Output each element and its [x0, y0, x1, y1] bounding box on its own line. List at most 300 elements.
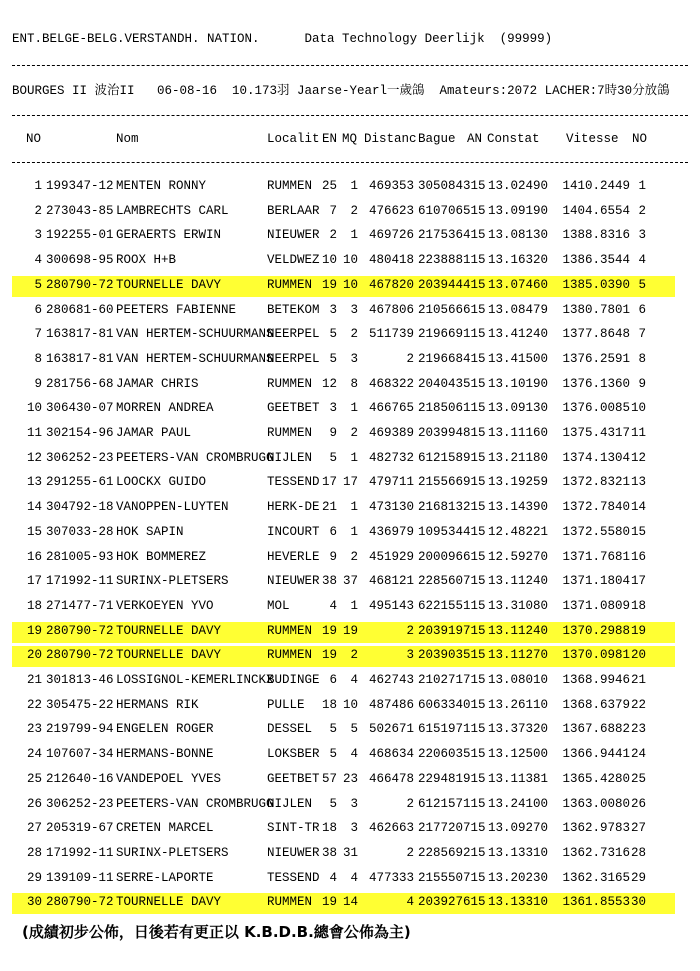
cell-id: 304792-18 [46, 500, 114, 515]
cell-bague: 203927615 [418, 895, 486, 910]
cell-mq: 1 [350, 179, 358, 193]
table-row [0, 350, 700, 372]
cell-id: 301813-46 [46, 673, 114, 687]
cell-no-right: 17 [630, 574, 646, 589]
cell-distance: 480418 [368, 253, 414, 268]
cell-vitesse: 1371.1804 [562, 574, 630, 589]
cell-distance: 477333 [368, 870, 414, 885]
cell-vitesse: 1404.6554 [562, 203, 630, 218]
cell-bague: 204043515 [418, 376, 486, 391]
table-row [0, 498, 700, 520]
table-row-highlighted [0, 276, 700, 298]
cell-id: 306252-23 [46, 450, 114, 465]
cell-no: 13 [26, 475, 42, 490]
cell-en: 6 [329, 673, 337, 687]
cell-mq: 8 [350, 376, 358, 391]
cell-en: 19 [321, 623, 337, 638]
cell-vitesse: 1362.7316 [562, 845, 630, 860]
col-nom: Nom [116, 132, 139, 146]
cell-mq: 2 [350, 327, 358, 342]
cell-en: 38 [321, 845, 337, 860]
cell-no-right: 10 [630, 401, 646, 416]
cell-locality: RUMMEN [267, 623, 313, 638]
cell-mq: 17 [342, 475, 358, 490]
cell-constat: 13.08130 [488, 228, 549, 243]
cell-no-right: 16 [630, 549, 646, 564]
cell-no-right: 6 [638, 302, 646, 317]
cell-mq: 5 [350, 722, 358, 737]
cell-mq: 3 [350, 796, 358, 811]
cell-name: ROOX H+B [116, 253, 177, 268]
col-no-right: NO [632, 132, 648, 146]
cell-name: TOURNELLE DAVY [116, 895, 222, 910]
cell-bague: 200096615 [418, 549, 486, 564]
cell-distance: 466765 [368, 401, 414, 416]
cell-vitesse: 1372.5580 [562, 524, 630, 539]
cell-locality: RUMMEN [267, 179, 313, 193]
cell-no: 12 [26, 450, 42, 465]
race-info-line: BOURGES II 波治II 06-08-16 10.173羽 Jaarse-Yearl一歲鴿 Amateurs:2072 LACHER:7時30分放鴿 [12, 84, 670, 98]
cell-bague: 219668415 [418, 351, 486, 366]
cell-id: 171992-11 [46, 574, 114, 589]
cell-no: 28 [26, 845, 42, 860]
cell-en: 25 [321, 179, 337, 193]
cell-no: 1 [34, 179, 42, 193]
cell-name: PEETERS FABIENNE [116, 302, 237, 317]
cell-id: 305475-22 [46, 697, 114, 712]
cell-en: 5 [329, 450, 337, 465]
cell-no-right: 26 [630, 796, 646, 811]
cell-distance: 469353 [368, 179, 414, 193]
cell-mq: 14 [342, 895, 358, 910]
cell-constat: 13.11270 [488, 648, 549, 663]
cell-en: 4 [329, 598, 337, 613]
cell-locality: RUMMEN [267, 277, 313, 292]
cell-locality: BUDINGE [267, 673, 320, 687]
cell-locality: SINT-TR [267, 821, 320, 836]
table-row [0, 251, 700, 273]
cell-en: 38 [321, 574, 337, 589]
table-row [0, 325, 700, 347]
cell-distance: 462663 [368, 821, 414, 836]
cell-id: 273043-85 [46, 203, 114, 218]
cell-bague: 215566915 [418, 475, 486, 490]
cell-no: 23 [26, 722, 42, 737]
cell-constat: 13.41240 [488, 327, 549, 342]
cell-en: 19 [321, 648, 337, 663]
table-row [0, 202, 700, 224]
cell-mq: 4 [350, 673, 358, 687]
cell-en: 2 [329, 228, 337, 243]
col-vitesse: Vitesse [566, 132, 619, 146]
cell-vitesse: 1362.3165 [562, 870, 630, 885]
cell-no: 14 [26, 500, 42, 515]
cell-locality: TESSEND [267, 870, 320, 885]
cell-distance: 495143 [368, 598, 414, 613]
cell-no: 26 [26, 796, 42, 811]
separator [12, 162, 688, 163]
cell-bague: 218506115 [418, 401, 486, 416]
cell-id: 205319-67 [46, 821, 114, 836]
cell-name: HOK BOMMEREZ [116, 549, 207, 564]
cell-id: 212640-16 [46, 771, 114, 786]
cell-distance: 479711 [368, 475, 414, 490]
cell-no-right: 23 [630, 722, 646, 737]
cell-en: 19 [321, 277, 337, 292]
cell-bague: 216813215 [418, 500, 486, 515]
cell-en: 17 [321, 475, 337, 490]
cell-no: 4 [34, 253, 42, 268]
cell-en: 5 [329, 796, 337, 811]
cell-constat: 13.12500 [488, 747, 549, 762]
table-row [0, 177, 700, 199]
cell-mq: 2 [350, 549, 358, 564]
cell-bague: 220603515 [418, 747, 486, 762]
cell-vitesse: 1366.9441 [562, 747, 630, 762]
table-row-highlighted [0, 646, 700, 668]
cell-name: PEETERS-VAN CROMBRUGG [116, 450, 274, 465]
cell-constat: 13.20230 [488, 870, 549, 885]
cell-distance: 476623 [368, 203, 414, 218]
cell-name: VERKOEYEN YVO [116, 598, 214, 613]
cell-distance: 502671 [368, 722, 414, 737]
table-row [0, 473, 700, 495]
cell-mq: 2 [350, 648, 358, 663]
cell-vitesse: 1368.6379 [562, 697, 630, 712]
cell-no: 22 [26, 697, 42, 712]
cell-distance: 468121 [368, 574, 414, 589]
cell-constat: 13.37320 [488, 722, 549, 737]
cell-distance: 436979 [368, 524, 414, 539]
cell-locality: GEETBET [267, 771, 320, 786]
cell-mq: 23 [342, 771, 358, 786]
table-row [0, 795, 700, 817]
cell-constat: 13.09190 [488, 203, 549, 218]
cell-name: MENTEN RONNY [116, 179, 207, 193]
footer-note: (成績初步公佈，日後若有更正以 K.B.D.B.總會公佈為主) [22, 923, 411, 941]
cell-id: 219799-94 [46, 722, 114, 737]
cell-bague: 622155115 [418, 598, 486, 613]
cell-distance: 511739 [368, 327, 414, 342]
cell-name: GERAERTS ERWIN [116, 228, 222, 243]
cell-name: TOURNELLE DAVY [116, 277, 222, 292]
cell-en: 5 [329, 351, 337, 366]
table-row [0, 869, 700, 891]
cell-id: 306430-07 [46, 401, 114, 416]
cell-no: 6 [34, 302, 42, 317]
cell-id: 291255-61 [46, 475, 114, 490]
cell-no-right: 4 [638, 253, 646, 268]
cell-no-right: 9 [638, 376, 646, 391]
table-row [0, 844, 700, 866]
cell-constat: 13.13310 [488, 845, 549, 860]
cell-mq: 37 [342, 574, 358, 589]
cell-en: 10 [321, 253, 337, 268]
cell-en: 5 [329, 747, 337, 762]
cell-no-right: 18 [630, 598, 646, 613]
cell-mq: 31 [342, 845, 358, 860]
col-constat: Constat [487, 132, 540, 146]
cell-locality: NEERPEL [267, 351, 320, 366]
cell-no: 16 [26, 549, 42, 564]
cell-no-right: 14 [630, 500, 646, 515]
separator [12, 65, 688, 66]
cell-vitesse: 1371.7681 [562, 549, 630, 564]
cell-locality: HEVERLE [267, 549, 320, 564]
cell-bague: 610706515 [418, 203, 486, 218]
cell-no-right: 15 [630, 524, 646, 539]
cell-no: 29 [26, 870, 42, 885]
cell-bague: 612158915 [418, 450, 486, 465]
table-row [0, 449, 700, 471]
cell-no-right: 24 [630, 747, 646, 762]
cell-bague: 223888115 [418, 253, 486, 268]
cell-bague: 612157115 [418, 796, 486, 811]
cell-no: 5 [34, 277, 42, 292]
table-row [0, 720, 700, 742]
cell-id: 306252-23 [46, 796, 114, 811]
cell-constat: 13.09130 [488, 401, 549, 416]
cell-en: 57 [321, 771, 337, 786]
cell-no-right: 28 [630, 845, 646, 860]
cell-vitesse: 1375.4317 [562, 426, 630, 440]
cell-bague: 203994815 [418, 426, 486, 440]
cell-vitesse: 1370.2988 [562, 623, 630, 638]
cell-constat: 13.07460 [488, 277, 549, 292]
cell-en: 4 [329, 870, 337, 885]
col-mq: MQ [342, 132, 358, 146]
cell-no: 25 [26, 771, 42, 786]
cell-no-right: 30 [630, 895, 646, 910]
cell-no: 19 [26, 623, 42, 638]
cell-distance: 482732 [368, 450, 414, 465]
cell-en: 12 [321, 376, 337, 391]
organization-line: ENT.BELGE-BELG.VERSTANDH. NATION. Data Technology Deerlijk (99999) [12, 32, 553, 46]
cell-mq: 1 [350, 524, 358, 539]
cell-locality: RUMMEN [267, 426, 313, 440]
cell-mq: 3 [350, 821, 358, 836]
cell-no: 11 [26, 426, 42, 440]
col-localit: Localit [267, 132, 320, 146]
cell-no-right: 22 [630, 697, 646, 712]
cell-locality: NIEUWER [267, 228, 320, 243]
cell-vitesse: 1371.0809 [562, 598, 630, 613]
cell-id: 199347-12 [46, 179, 114, 193]
cell-mq: 2 [350, 426, 358, 440]
cell-locality: NEERPEL [267, 327, 320, 342]
cell-vitesse: 1386.3544 [562, 253, 630, 268]
cell-id: 139109-11 [46, 870, 114, 885]
cell-distance: 2 [406, 845, 414, 860]
cell-vitesse: 1376.0085 [562, 401, 630, 416]
cell-en: 3 [329, 302, 337, 317]
cell-no: 17 [26, 574, 42, 589]
cell-name: ENGELEN ROGER [116, 722, 214, 737]
table-row [0, 523, 700, 545]
cell-no: 30 [26, 895, 42, 910]
cell-id: 280790-72 [46, 648, 114, 663]
cell-locality: PULLE [267, 697, 305, 712]
cell-locality: RUMMEN [267, 648, 313, 663]
cell-locality: DESSEL [267, 722, 313, 737]
cell-no-right: 1 [638, 179, 646, 193]
cell-distance: 2 [406, 623, 414, 638]
cell-no: 7 [34, 327, 42, 342]
cell-mq: 3 [350, 351, 358, 366]
cell-vitesse: 1385.0390 [562, 277, 630, 292]
cell-bague: 219669115 [418, 327, 486, 342]
cell-constat: 13.11240 [488, 574, 549, 589]
cell-en: 9 [329, 549, 337, 564]
cell-mq: 4 [350, 870, 358, 885]
cell-locality: BERLAAR [267, 203, 320, 218]
cell-name: MORREN ANDREA [116, 401, 214, 416]
cell-distance: 469726 [368, 228, 414, 243]
cell-mq: 19 [342, 623, 358, 638]
cell-vitesse: 1363.0080 [562, 796, 630, 811]
table-row [0, 375, 700, 397]
cell-no-right: 11 [630, 426, 646, 440]
cell-no: 3 [34, 228, 42, 243]
cell-constat: 13.21180 [488, 450, 549, 465]
cell-name: JAMAR PAUL [116, 426, 192, 440]
cell-vitesse: 1380.7801 [562, 302, 630, 317]
cell-mq: 1 [350, 500, 358, 515]
cell-constat: 12.59270 [488, 549, 549, 564]
table-row [0, 548, 700, 570]
cell-vitesse: 1370.0981 [562, 648, 630, 663]
cell-bague: 305084315 [418, 179, 486, 193]
cell-distance: 473130 [368, 500, 414, 515]
table-row [0, 399, 700, 421]
cell-locality: VELDWEZ [267, 253, 320, 268]
cell-name: SURINX-PLETSERS [116, 574, 229, 589]
cell-distance: 468634 [368, 747, 414, 762]
cell-vitesse: 1367.6882 [562, 722, 630, 737]
cell-vitesse: 1372.7840 [562, 500, 630, 515]
table-row [0, 745, 700, 767]
cell-name: VANOPPEN-LUYTEN [116, 500, 229, 515]
cell-en: 19 [321, 895, 337, 910]
cell-no-right: 13 [630, 475, 646, 490]
cell-name: HOK SAPIN [116, 524, 184, 539]
cell-constat: 13.09270 [488, 821, 549, 836]
cell-name: JAMAR CHRIS [116, 376, 199, 391]
cell-constat: 13.31080 [488, 598, 549, 613]
cell-mq: 4 [350, 747, 358, 762]
cell-name: SURINX-PLETSERS [116, 845, 229, 860]
cell-no: 24 [26, 747, 42, 762]
cell-locality: NIJLEN [267, 450, 313, 465]
cell-name: PEETERS-VAN CROMBRUGG [116, 796, 274, 811]
table-row [0, 572, 700, 594]
table-row [0, 597, 700, 619]
cell-vitesse: 1410.2449 [562, 179, 630, 193]
cell-vitesse: 1372.8321 [562, 475, 630, 490]
cell-constat: 13.14390 [488, 500, 549, 515]
cell-constat: 13.41500 [488, 351, 549, 366]
table-row [0, 301, 700, 323]
cell-constat: 13.11381 [488, 771, 549, 786]
cell-constat: 13.08010 [488, 673, 549, 687]
cell-bague: 203903515 [418, 648, 486, 663]
cell-locality: INCOURT [267, 524, 320, 539]
cell-vitesse: 1376.2591 [562, 351, 630, 366]
cell-id: 281756-68 [46, 376, 114, 391]
cell-id: 280790-72 [46, 623, 114, 638]
cell-id: 281005-93 [46, 549, 114, 564]
cell-no-right: 19 [630, 623, 646, 638]
cell-distance: 451929 [368, 549, 414, 564]
cell-name: TOURNELLE DAVY [116, 623, 222, 638]
cell-distance: 2 [406, 351, 414, 366]
cell-constat: 13.08479 [488, 302, 549, 317]
cell-bague: 109534415 [418, 524, 486, 539]
cell-constat: 13.24100 [488, 796, 549, 811]
cell-vitesse: 1388.8316 [562, 228, 630, 243]
cell-name: HERMANS-BONNE [116, 747, 214, 762]
col-distanc: Distanc [364, 132, 417, 146]
cell-vitesse: 1377.8648 [562, 327, 630, 342]
cell-bague: 615197115 [418, 722, 486, 737]
cell-en: 3 [329, 401, 337, 416]
cell-id: 280790-72 [46, 277, 114, 292]
cell-constat: 13.02490 [488, 179, 549, 193]
cell-constat: 13.11240 [488, 623, 549, 638]
cell-locality: GEETBET [267, 401, 320, 416]
cell-distance: 467820 [368, 277, 414, 292]
cell-vitesse: 1362.9783 [562, 821, 630, 836]
cell-no: 27 [26, 821, 42, 836]
cell-constat: 13.26110 [488, 697, 549, 712]
cell-name: VAN HERTEM-SCHUURMANS [116, 327, 274, 342]
cell-distance: 467806 [368, 302, 414, 317]
cell-id: 107607-34 [46, 747, 114, 762]
table-row [0, 671, 700, 693]
cell-locality: NIEUWER [267, 845, 320, 860]
cell-no: 8 [34, 351, 42, 366]
cell-constat: 13.16320 [488, 253, 549, 268]
cell-no-right: 21 [630, 673, 646, 687]
cell-no: 2 [34, 203, 42, 218]
cell-name: VAN HERTEM-SCHUURMANS [116, 351, 274, 366]
cell-locality: LOKSBER [267, 747, 320, 762]
cell-name: LAMBRECHTS CARL [116, 203, 229, 218]
cell-no-right: 20 [630, 648, 646, 663]
cell-bague: 606334015 [418, 697, 486, 712]
cell-id: 280681-60 [46, 302, 114, 317]
cell-bague: 228569215 [418, 845, 486, 860]
cell-id: 280790-72 [46, 895, 114, 910]
cell-bague: 210566615 [418, 302, 486, 317]
cell-distance: 4 [406, 895, 414, 910]
cell-vitesse: 1361.8553 [562, 895, 630, 910]
cell-no-right: 2 [638, 203, 646, 218]
cell-name: TOURNELLE DAVY [116, 648, 222, 663]
cell-locality: HERK-DE [267, 500, 320, 515]
col-en: EN [322, 132, 338, 146]
col-no: NO [26, 132, 42, 146]
cell-name: VANDEPOEL YVES [116, 771, 222, 786]
cell-vitesse: 1374.1304 [562, 450, 630, 465]
cell-mq: 10 [342, 697, 358, 712]
cell-no-right: 7 [638, 327, 646, 342]
cell-no: 15 [26, 524, 42, 539]
cell-id: 192255-01 [46, 228, 114, 243]
cell-bague: 203944415 [418, 277, 486, 292]
cell-constat: 13.13310 [488, 895, 549, 910]
cell-no: 10 [26, 401, 42, 416]
